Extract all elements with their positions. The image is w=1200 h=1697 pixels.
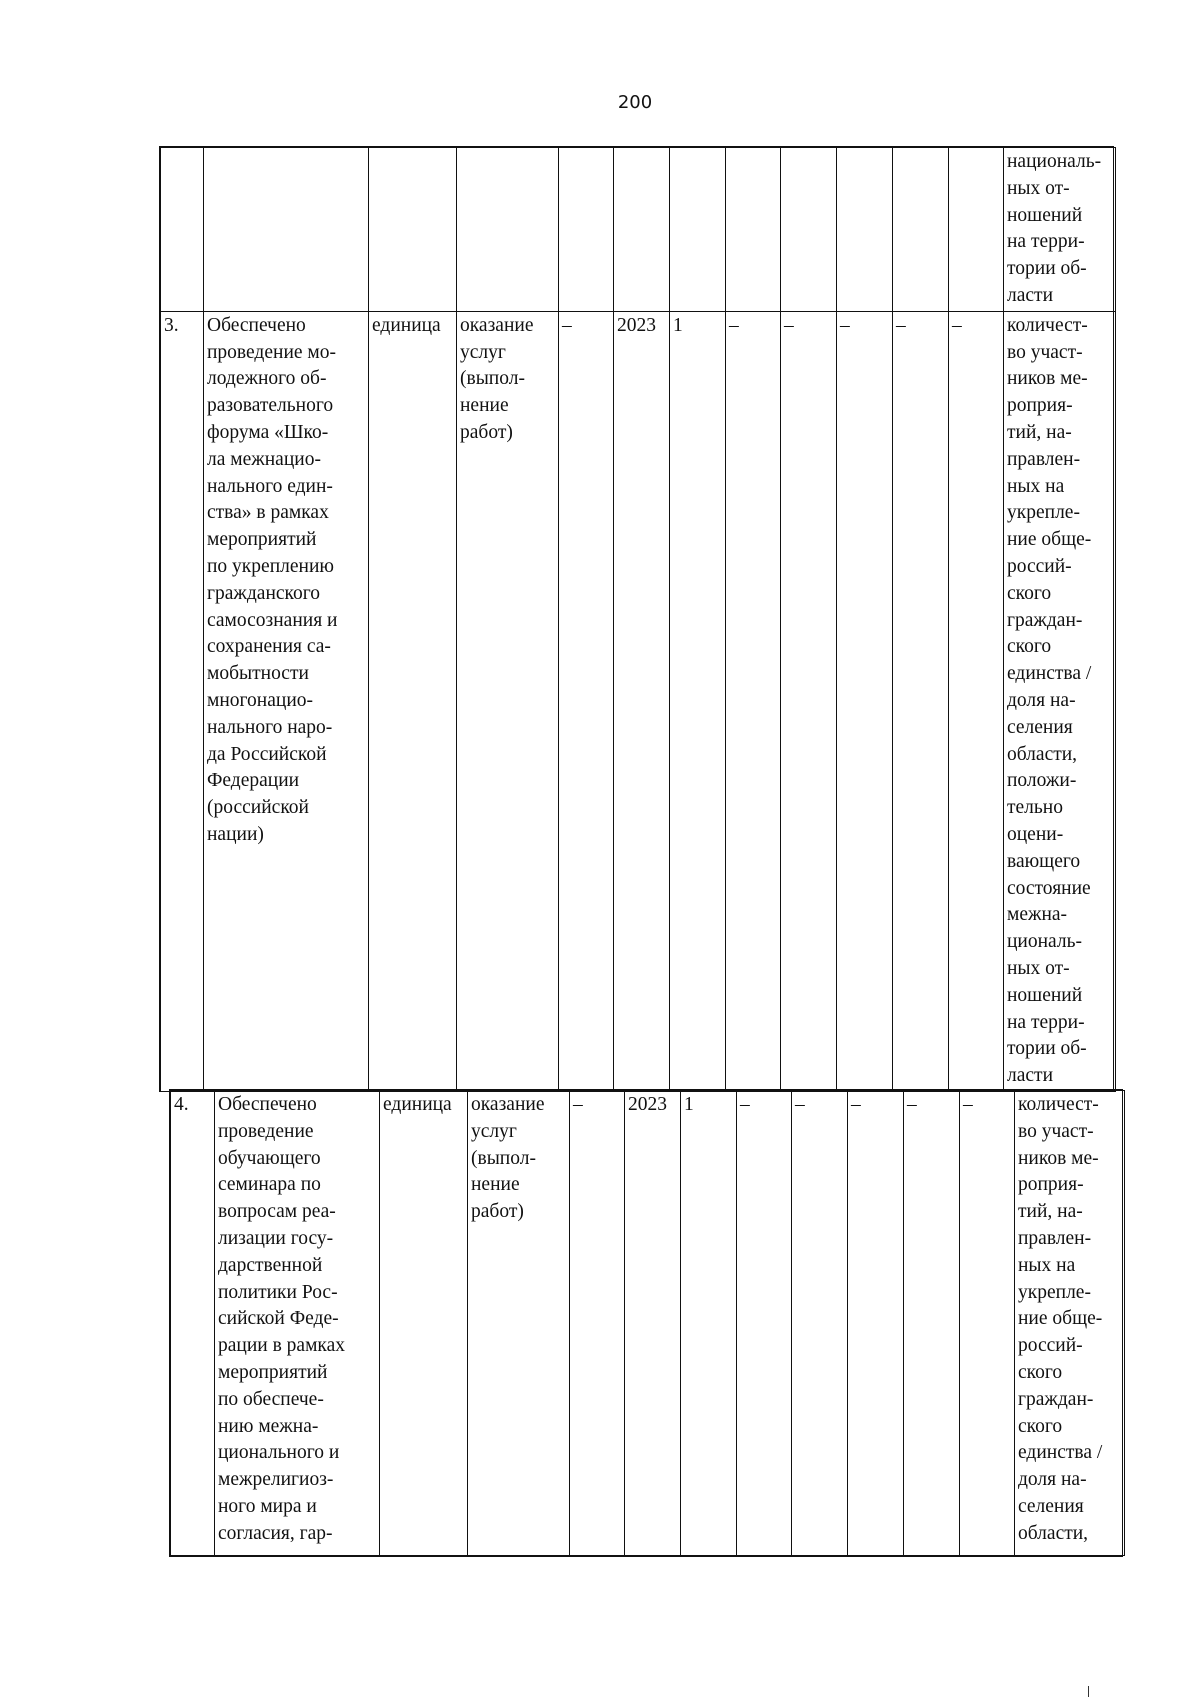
cell-y2028	[893, 148, 949, 312]
cell-type: оказание услуг (выпол- нение работ)	[457, 311, 559, 1091]
cell-y2025	[726, 148, 781, 312]
cell-y2027: –	[837, 311, 893, 1091]
activities-table-continued	[170, 1090, 1125, 1556]
cell-y2026	[781, 148, 837, 312]
cell-y2028: –	[904, 1091, 960, 1556]
table-row-3	[161, 311, 1116, 1091]
cell-indicator: националь- ных от- ношений на терри- тории об- ласти	[1004, 148, 1116, 312]
cell-y2027: –	[848, 1091, 904, 1556]
activities-table	[160, 147, 1116, 1092]
cell-unit	[369, 148, 457, 312]
cell-num	[161, 148, 204, 312]
cell-y2029	[949, 148, 1004, 312]
cell-y2024: 1	[681, 1091, 737, 1556]
cell-type	[457, 148, 559, 312]
page-number: 200	[617, 92, 653, 113]
cell-year: 2023	[625, 1091, 681, 1556]
cell-indicator: количест- во участ- ников ме- роприя- тий, на- правлен- ных на укрепле- ние обще- россий- ского граждан- ского единства / доля на- селения области, положи- тельно оцени- вающего состояние межна- циональ- ных от- ношений на терри- тории об- ласти	[1004, 311, 1116, 1091]
cell-num: 3.	[161, 311, 204, 1091]
cell-y2025: –	[726, 311, 781, 1091]
cell-base-value: –	[559, 311, 614, 1091]
cell-result: Обеспечено проведение обучающего семинара по вопросам реа- лизации госу- дарственной политики Рос- сийской Феде- рации в рамках мероприятий по обеспече- нию межна- ционального и межрелигиоз- ного мира и согласия, гар-	[215, 1091, 380, 1556]
table-segment-upper	[159, 146, 1114, 1092]
cell-year: 2023	[614, 311, 670, 1091]
cell-y2029: –	[949, 311, 1004, 1091]
table-segment-lower	[169, 1089, 1123, 1557]
cell-result	[204, 148, 369, 312]
cell-unit: единица	[369, 311, 457, 1091]
cell-y2029: –	[960, 1091, 1015, 1556]
cell-result: Обеспечено проведение мо- лодежного об- разовательного форума «Шко- ла межнацио- нального един- ства» в рамках мероприятий по укреплению гражданского самосознания и сохранения са- мобытности многонацио- нального наро- да Российской Федерации (российской нации)	[204, 311, 369, 1091]
cell-indicator: количест- во участ- ников ме- роприя- тий, на- правлен- ных на укрепле- ние обще- россий- ского граждан- ского единства / доля на- селения области,	[1015, 1091, 1125, 1556]
cell-base-value	[559, 148, 614, 312]
table-row-4	[171, 1091, 1125, 1556]
cell-base-value: –	[570, 1091, 625, 1556]
cell-year	[614, 148, 670, 312]
cell-type: оказание услуг (выпол- нение работ)	[468, 1091, 570, 1556]
cell-y2026: –	[781, 311, 837, 1091]
scan-artifact-mark	[1088, 1686, 1089, 1697]
cell-num: 4.	[171, 1091, 215, 1556]
cell-y2024: 1	[670, 311, 726, 1091]
cell-unit: единица	[380, 1091, 468, 1556]
cell-y2025: –	[737, 1091, 792, 1556]
cell-y2028: –	[893, 311, 949, 1091]
cell-y2027	[837, 148, 893, 312]
cell-y2024	[670, 148, 726, 312]
table-row-continuation	[161, 148, 1116, 312]
cell-y2026: –	[792, 1091, 848, 1556]
